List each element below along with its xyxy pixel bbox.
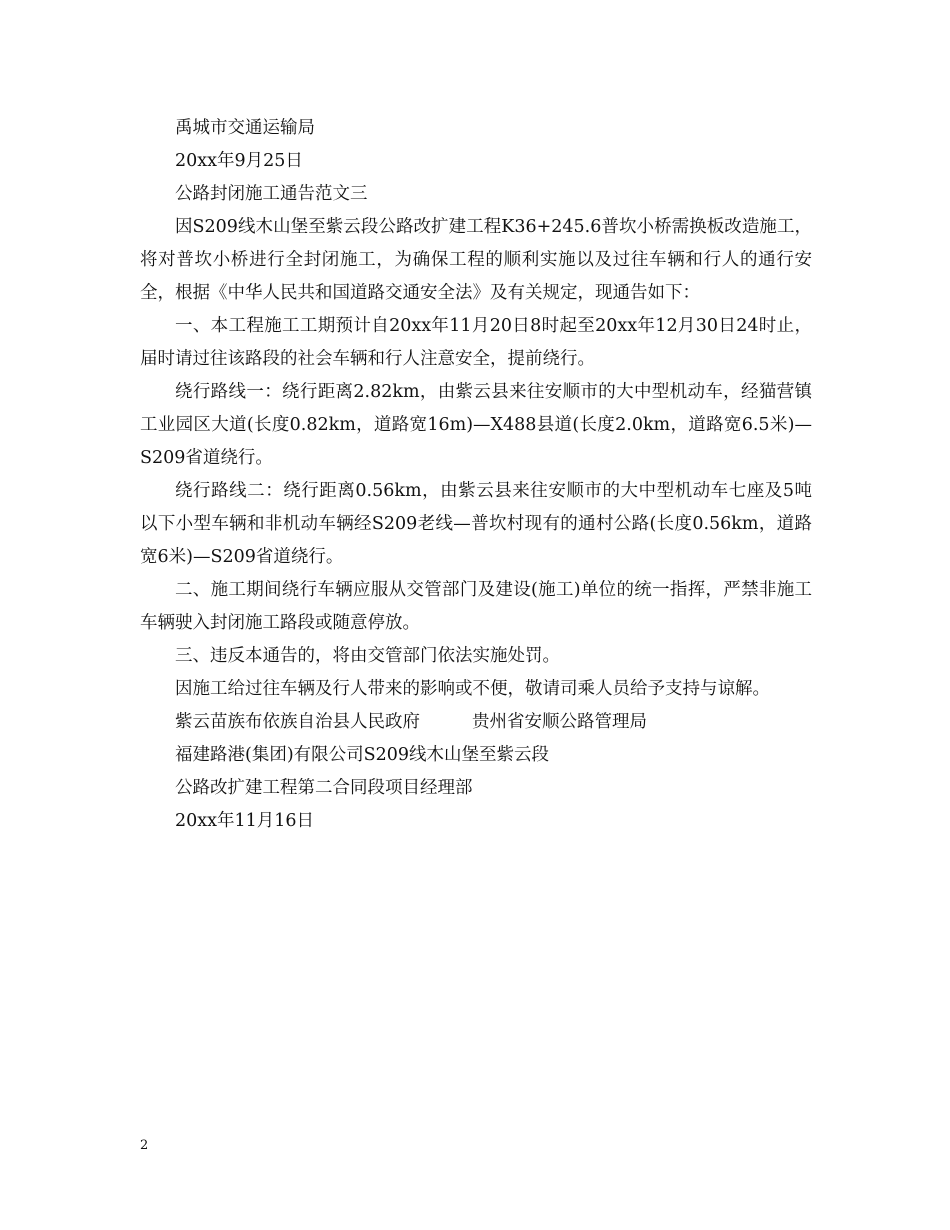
date-bottom: 20xx年11月16日 xyxy=(175,811,315,831)
issuer-top: 禹城市交通运输局 xyxy=(175,118,315,138)
document-body xyxy=(140,112,812,838)
signatory-row xyxy=(140,706,812,739)
notice-heading: 公路封闭施工通告范文三 xyxy=(175,184,368,204)
route-2-paragraph: 绕行路线二：绕行距离0.56km，由紫云县来往安顺市的大中型机动车七座及5吨以下小型车辆和非机动车辆经S209老线—普坎村现有的通村公路(长度0.56km，道路宽6米)—S209省道绕行。 xyxy=(140,481,812,567)
signatory-highway-bureau: 贵州省安顺公路管理局 xyxy=(472,712,647,732)
item-1-paragraph: 一、本工程施工工期预计自20xx年11月20日8时起至20xx年12月30日24时止，届时请过往该路段的社会车辆和行人注意安全，提前绕行。 xyxy=(140,316,812,369)
date-top: 20xx年9月25日 xyxy=(175,151,303,171)
page-number: 2 xyxy=(140,1138,149,1153)
signatory-contractor-line1: 福建路港(集团)有限公司S209线木山堡至紫云段 xyxy=(175,745,550,765)
signatory-contractor-line2: 公路改扩建工程第二合同段项目经理部 xyxy=(175,778,473,798)
signatory-county-government: 紫云苗族布依族自治县人民政府 xyxy=(175,712,420,732)
apology-paragraph: 因施工给过往车辆及行人带来的影响或不便，敬请司乘人员给予支持与谅解。 xyxy=(175,679,770,699)
item-2-paragraph: 二、施工期间绕行车辆应服从交管部门及建设(施工)单位的统一指挥，严禁非施工车辆驶入封闭施工路段或随意停放。 xyxy=(140,580,812,633)
item-3-paragraph: 三、违反本通告的，将由交管部门依法实施处罚。 xyxy=(175,646,560,666)
intro-paragraph: 因S209线木山堡至紫云段公路改扩建工程K36+245.6普坎小桥需换板改造施工，将对普坎小桥进行全封闭施工，为确保工程的顺利实施以及过往车辆和行人的通行安全，根据《中华人民共和国道路交通安全法》及有关规定，现通告如下： xyxy=(140,217,812,303)
route-1-paragraph: 绕行路线一：绕行距离2.82km，由紫云县来往安顺市的大中型机动车，经猫营镇工业园区大道(长度0.82km，道路宽16m)—X488县道(长度2.0km，道路宽6.5米)—S209省道绕行。 xyxy=(140,382,812,468)
